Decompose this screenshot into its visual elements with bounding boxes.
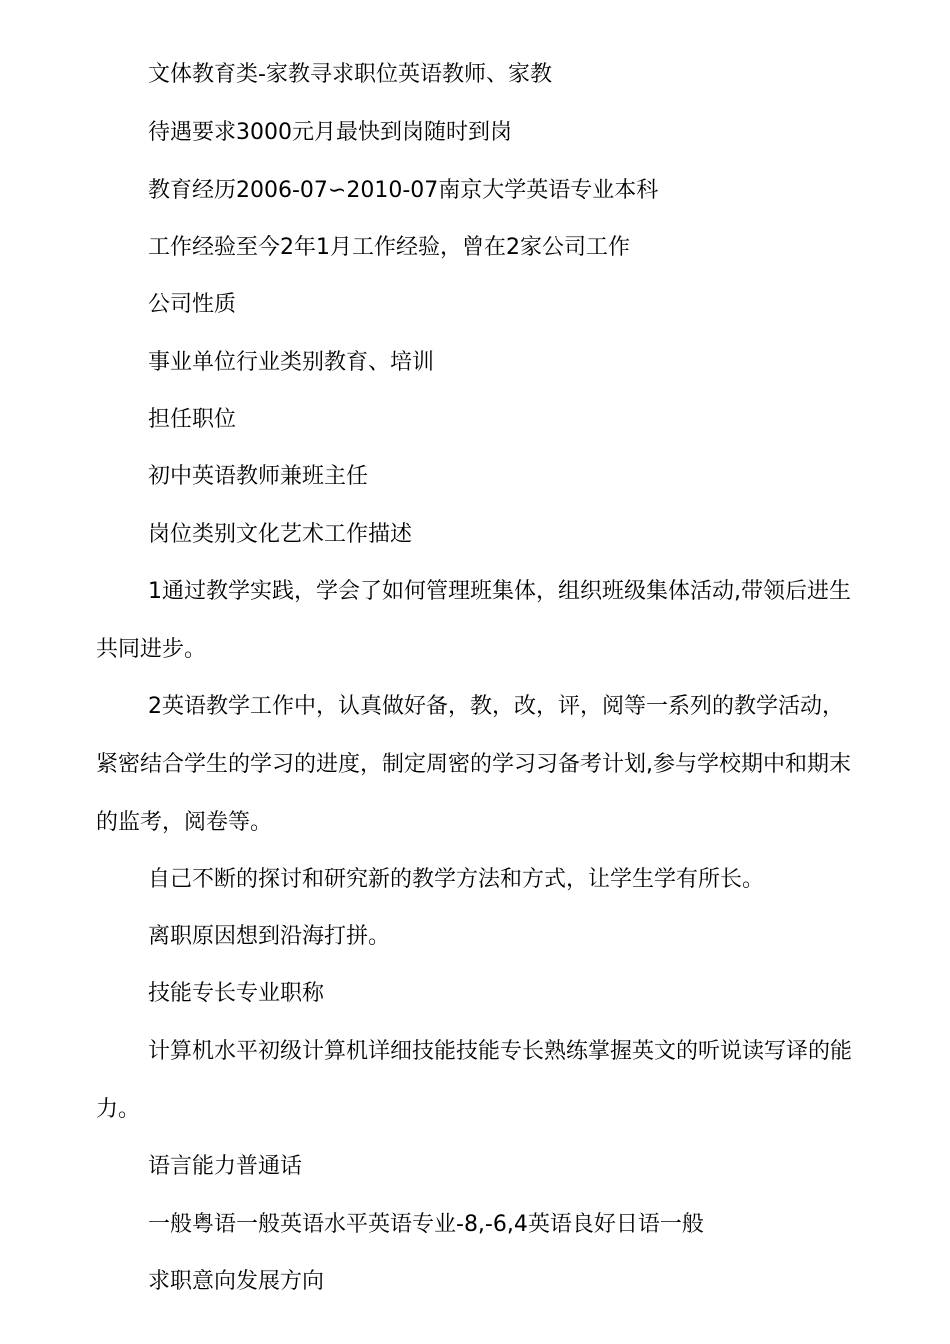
self-improvement-line: 自己不断的探讨和研究新的教学方法和方式，让学生学有所长。 <box>148 867 765 892</box>
position-heading: 担任职位 <box>148 407 237 432</box>
language-levels-line: 一般粤语一般英语水平英语专业-8,-6,4英语良好日语一般 <box>148 1212 704 1237</box>
company-nature-heading: 公司性质 <box>148 292 237 317</box>
computer-skills-line: 计算机水平初级计算机详细技能技能专长熟练掌握英文的听说读写译的能力。 <box>96 1039 853 1122</box>
language-ability-line: 语言能力普通话 <box>148 1154 303 1179</box>
leaving-reason-line: 离职原因想到沿海打拼。 <box>148 924 391 949</box>
skills-heading: 技能专长专业职称 <box>148 981 325 1006</box>
education-line: 教育经历2006-07∽2010-07南京大学英语专业本科 <box>148 178 659 203</box>
description-item-2: 2英语教学工作中，认真做好备，教，改，评，阅等一系列的教学活动，紧密结合学生的学习的进度，制定周密的学习习备考计划,参与学校期中和期末的监考，阅卷等。 <box>96 694 851 835</box>
job-type-line: 岗位类别文化艺术工作描述 <box>148 522 413 547</box>
position-line: 初中英语教师兼班主任 <box>148 464 369 489</box>
work-experience-line: 工作经验至今2年1月工作经验，曾在2家公司工作 <box>148 235 630 260</box>
industry-line: 事业单位行业类别教育、培训 <box>148 350 435 375</box>
job-category-line: 文体教育类-家教寻求职位英语教师、家教 <box>148 62 552 87</box>
description-item-1: 1通过教学实践，学会了如何管理班集体，组织班级集体活动,带领后进生共同进步。 <box>96 579 851 662</box>
career-direction-line: 求职意向发展方向 <box>148 1269 325 1294</box>
salary-line: 待遇要求3000元月最快到岗随时到岗 <box>148 120 512 145</box>
